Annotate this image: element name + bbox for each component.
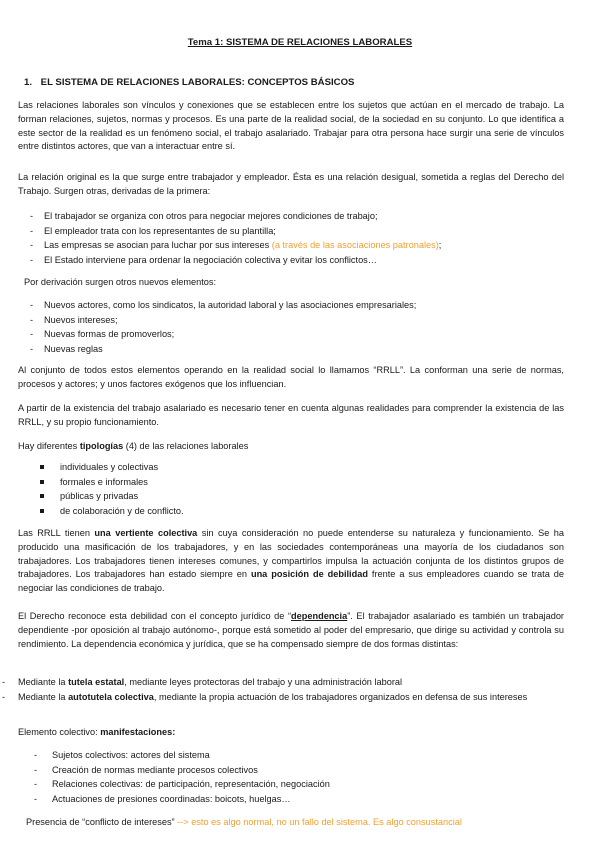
paragraph-original-relation: La relación original es la que surge entre trabajador y empleador. Ésta es una relación desigual, sometida a reglas del Derecho del Trabajo. Surgen otras, derivadas de la primera: (18, 172, 564, 196)
paragraph-collective-element: Elemento colectivo: manifestaciones: (18, 727, 176, 737)
list-item: - Nuevos intereses; (18, 313, 564, 328)
paragraph-collective-dimension: Las RRLL tienen una vertiente colectiva sin cuya consideración no puede entenderse su naturaleza y funcionamiento. Se ha producido una masificación de los trabajadores, y en las sociedades contemporáneas una mayoría de los ciudadanos son trabajadores. Los trabajadores tienen intereses comunes, y compartirlos impulsa la actuación conjunta de los distintos grupos de trabajadores. Los trabajadores han estado siempre en una posición de debilidad frente a sus empleadores cuando se trata de negociar las condiciones de trabajo. (18, 528, 564, 594)
paragraph-dependency: El Derecho reconoce esta debilidad con el concepto jurídico de “dependencia”. El trabajador asalariado es también un trabajador dependiente -por oposición al trabajo autónomo-, porque está sometido al poder del empresario, que dirige su actividad y controla su rendimiento. La dependencia económica y jurídica, que se ha compensado siempre de dos formas distintas: (18, 611, 564, 649)
section-heading-text: EL SISTEMA DE RELACIONES LABORALES: CONCEPTOS BÁSICOS (40, 77, 355, 88)
paragraph-rrll-definition: Al conjunto de todos estos elementos operando en la realidad social lo llamamos “RRLL”. La conforman una serie de normas, procesos y actores; y unos factores exógenos que los influencian. (18, 365, 564, 389)
list-item: - Mediante la autotutela colectiva, mediante la propia actuación de los trabajadores organizados en defensa de sus intereses (18, 690, 564, 705)
paragraph-conflict: Presencia de “conflicto de intereses” --> esto es algo normal, no un fallo del sistema. Es algo consustancial (26, 817, 462, 827)
typologies-list (18, 460, 564, 518)
section-number: 1. (24, 77, 33, 88)
list-item: - Nuevos actores, como los sindicatos, la autoridad laboral y las asociaciones empresariales; (18, 298, 564, 313)
list-item: - El Estado interviene para ordenar la negociación colectiva y evitar los conflictos… (18, 253, 564, 268)
list-item: - Mediante la tutela estatal, mediante leyes protectoras del trabajo y una administración laboral (18, 675, 564, 690)
paragraph-salaried-work: A partir de la existencia del trabajo asalariado es necesario tener en cuenta algunas realidades para comprender la existencia de las RRLL, y su propio funcionamiento. (18, 403, 564, 427)
highlight-note: (a través de las asociaciones patronales) (271, 240, 439, 251)
list-item: de colaboración y de conflicto. (18, 504, 564, 519)
list-item: - Creación de normas mediante procesos colectivos (18, 763, 564, 778)
section-heading (24, 76, 354, 90)
list-item: - Nuevas formas de promoverlos; (18, 327, 564, 342)
highlight-note: --> esto es algo normal, no un fallo del sistema. Es algo consustancial (177, 817, 462, 827)
list-item: - Sujetos colectivos: actores del sistema (18, 748, 564, 763)
list-item: - Relaciones colectivas: de participación, representación, negociación (18, 777, 564, 792)
list-item: - Actuaciones de presiones coordinadas: boicots, huelgas… (18, 792, 564, 807)
new-elements-list (18, 298, 564, 356)
list-item: - Las empresas se asocian para luchar por sus intereses (a través de las asociaciones patronales); (18, 238, 564, 253)
paragraph-typologies: Hay diferentes tipologías (4) de las relaciones laborales (18, 441, 249, 451)
list-item: individuales y colectivas (18, 460, 564, 475)
list-item: públicas y privadas (18, 489, 564, 504)
protection-forms-list (18, 675, 564, 704)
manifestations-list (18, 748, 564, 806)
list-item: - El trabajador se organiza con otros para negociar mejores condiciones de trabajo; (18, 209, 564, 224)
list-item: - El empleador trata con los representantes de su plantilla; (18, 224, 564, 239)
list-item: formales e informales (18, 475, 564, 490)
derived-relations-list (18, 209, 564, 267)
document-title: Tema 1: SISTEMA DE RELACIONES LABORALES (187, 37, 413, 48)
paragraph-derivation: Por derivación surgen otros nuevos elementos: (24, 277, 217, 287)
list-item: - Nuevas reglas (18, 342, 564, 357)
paragraph-intro: Las relaciones laborales son vínculos y conexiones que se establecen entre los sujetos que actúan en el mercado de trabajo. La forman relaciones, sujetos, normas y procesos. Es una parte de la realidad social, de la sociedad en su conjunto. Lo que identifica a este sector de la realidad es un fenómeno social, el trabajo asalariado. Trabajar para otra persona hace surgir una serie de vínculos entre distintos actores, que van a interactuar entre sí. (18, 100, 564, 152)
